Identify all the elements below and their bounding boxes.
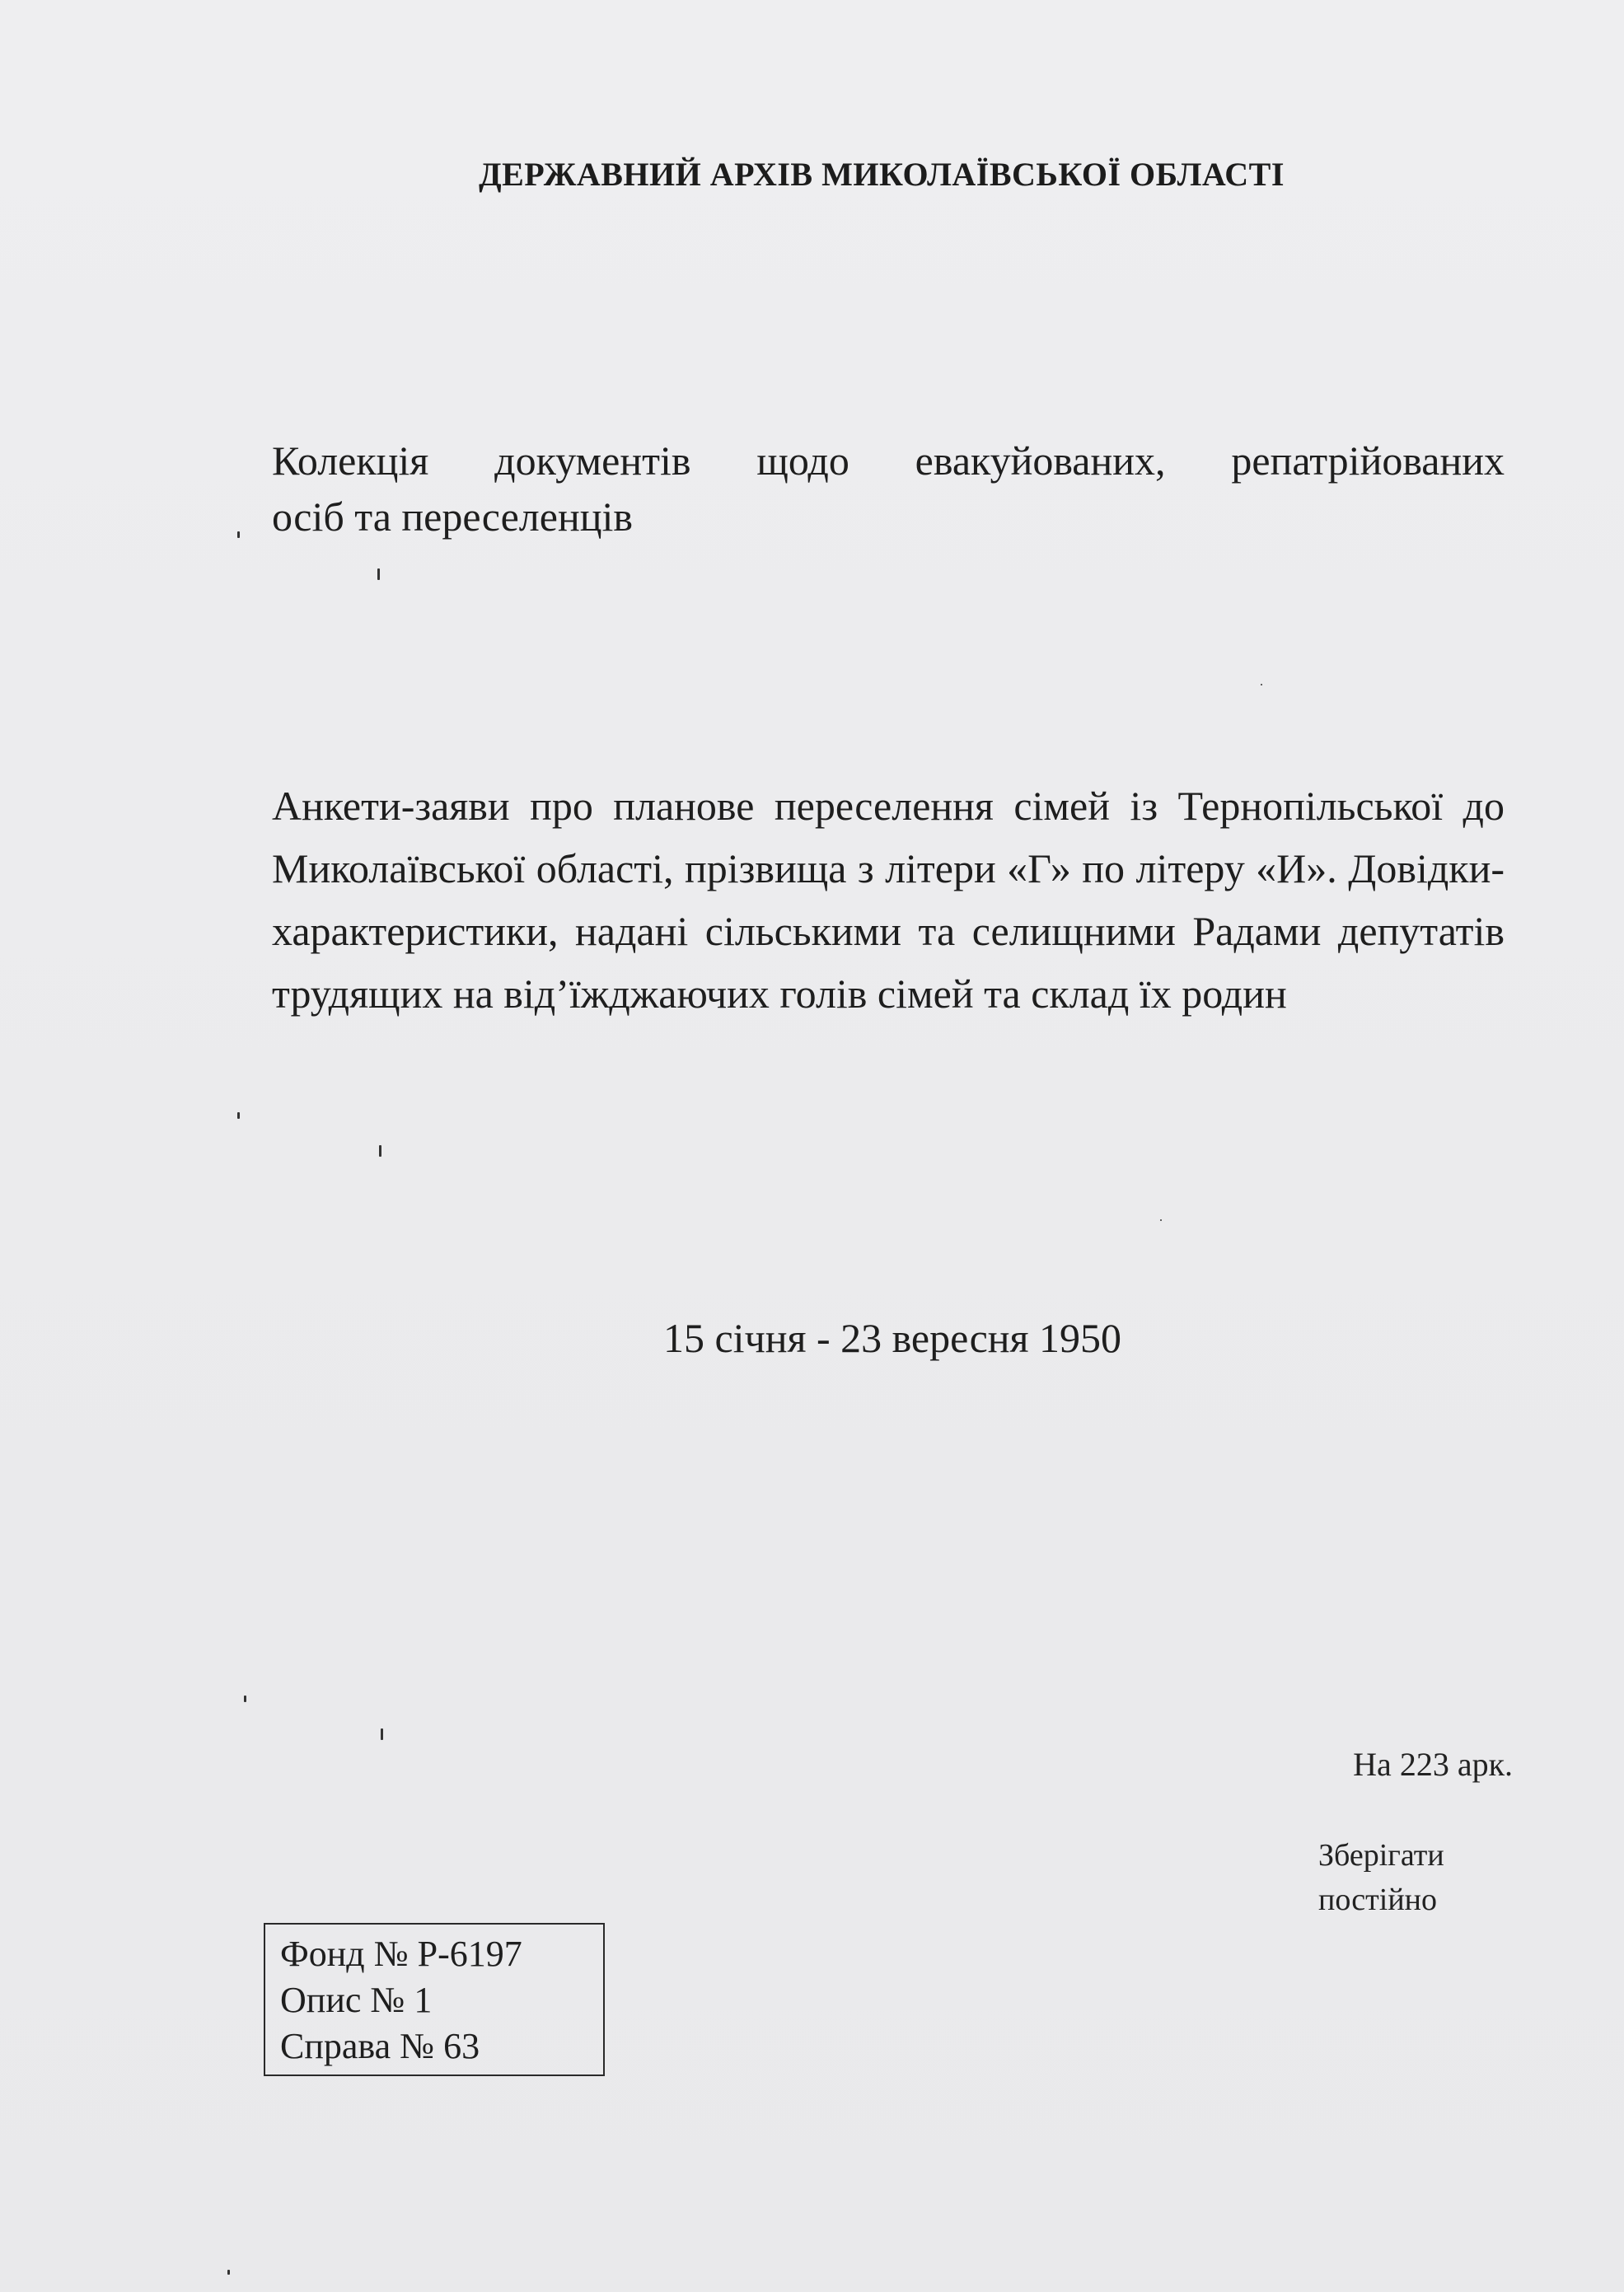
- scan-speck: [244, 1696, 246, 1702]
- date-range: 15 січня - 23 вересня 1950: [662, 1315, 1122, 1361]
- scan-speck: [1160, 1219, 1162, 1221]
- scan-speck: [381, 1728, 383, 1740]
- storage-term-line-2: постійно: [1318, 1883, 1437, 1917]
- collection-title: [272, 433, 1505, 545]
- fond-number: Фонд № Р-6197: [280, 1934, 522, 1974]
- scan-speck: [1261, 684, 1262, 685]
- sheet-count: На 223 арк.: [1353, 1746, 1513, 1783]
- scan-speck: [237, 531, 240, 538]
- scan-speck: [379, 1145, 381, 1157]
- storage-term: [1318, 1833, 1444, 1922]
- case-description: Анкети-заяви про планове переселення сімей із Тернопільської до Миколаївської області, прізвища з літери «Г» по літеру «И». Довідки-характеристики, надані сільськими та селищними Радами депутатів трудящих на від’їжджаючих голів сімей та склад їх родин: [272, 783, 1505, 1017]
- sprava-number: Справа № 63: [280, 2026, 480, 2066]
- storage-term-line-1: Зберігати: [1318, 1838, 1444, 1873]
- archive-title: ДЕРЖАВНИЙ АРХІВ МИКОЛАЇВСЬКОЇ ОБЛАСТІ: [479, 156, 1285, 193]
- collection-title-line-2: осіб та переселенців: [272, 493, 633, 540]
- scan-speck: [377, 568, 380, 580]
- scan-speck: [237, 1112, 240, 1119]
- fond-info-box: [264, 1923, 605, 2076]
- opys-number: Опис № 1: [280, 1980, 433, 2020]
- scan-speck: [227, 2270, 230, 2275]
- collection-title-line-1: Колекція документів щодо евакуйованих, репатрійованих: [272, 437, 1505, 484]
